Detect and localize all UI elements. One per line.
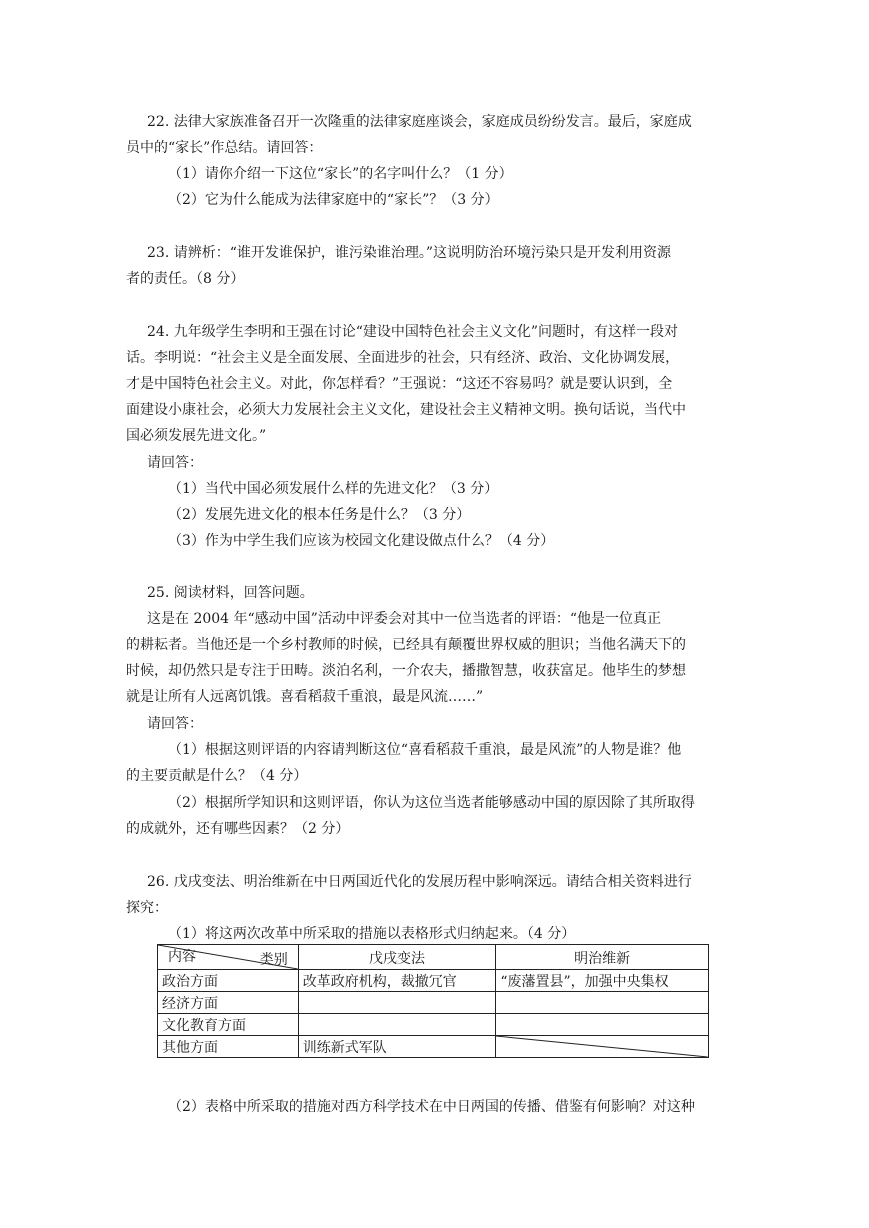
table-cell bbox=[298, 1014, 496, 1036]
q24-line-4: 面建设小康社会，必须大力发展社会主义文化，建设社会主义精神文明。换句话说，当代中 bbox=[126, 402, 686, 418]
header-category: 类别 bbox=[259, 952, 288, 968]
table-cell bbox=[496, 1014, 709, 1036]
table-row bbox=[158, 992, 709, 1014]
q25-prompt: 请回答： bbox=[147, 716, 203, 732]
q25-sub-1-cont: 的主要贡献是什么？（4 分） bbox=[126, 768, 308, 784]
diagonal-strike bbox=[496, 1036, 708, 1057]
header-meiji: 明治维新 bbox=[496, 945, 709, 970]
table-cell-struck bbox=[496, 1036, 709, 1058]
q24-prompt: 请回答： bbox=[147, 455, 203, 471]
table-cell: 改革政府机构，裁撤冗官 bbox=[298, 970, 496, 992]
q25-line-2: 这是在 2004 年“感动中国”活动中评委会对其中一位当选者的评语：“他是一位真正 bbox=[147, 611, 661, 627]
q24-sub-3: （3）作为中学生我们应该为校园文化建设做点什么？（4 分） bbox=[168, 533, 555, 549]
row-label: 文化教育方面 bbox=[158, 1014, 299, 1036]
q24-line-2: 话。李明说：“社会主义是全面发展、全面进步的社会，只有经济、政治、文化协调发展， bbox=[126, 350, 680, 366]
q23-line-2: 者的责任。（8 分） bbox=[126, 271, 245, 287]
q22-sub-2: （2）它为什么能成为法律家庭中的“家长”？（3 分） bbox=[168, 192, 499, 208]
header-content: 内容 bbox=[168, 949, 196, 965]
q26-sub-1: （1）将这两次改革中所采取的措施以表格形式归纳起来。（4 分） bbox=[168, 926, 576, 942]
table-cell: “废藩置县”，加强中央集权 bbox=[496, 970, 709, 992]
q25-line-1: 25. 阅读材料，回答问题。 bbox=[147, 585, 314, 601]
q25-line-4: 时候，却仍然只是专注于田畴。淡泊名利，一介农夫，播撒智慧，收获富足。他毕生的梦想 bbox=[126, 663, 686, 679]
table-cell bbox=[496, 992, 709, 1014]
table-row bbox=[158, 1014, 709, 1036]
table-header-row bbox=[158, 945, 709, 970]
table-cell bbox=[298, 992, 496, 1014]
row-label: 其他方面 bbox=[158, 1036, 299, 1058]
q24-line-5: 国必须发展先进文化。” bbox=[126, 428, 267, 444]
q24-line-1: 24. 九年级学生李明和王强在讨论“建设中国特色社会主义文化”问题时，有这样一段对 bbox=[147, 324, 679, 340]
table-row bbox=[158, 970, 709, 992]
q25-line-5: 就是让所有人远离饥饿。喜看稻菽千重浪，最是风流……” bbox=[126, 689, 484, 705]
q24-sub-2: （2）发展先进文化的根本任务是什么？（3 分） bbox=[168, 507, 471, 523]
row-label: 政治方面 bbox=[158, 970, 299, 992]
q26-sub-2: （2）表格中所采取的措施对西方科学技术在中日两国的传播、借鉴有何影响？对这种 bbox=[168, 1099, 695, 1115]
table-cell: 训练新式军队 bbox=[298, 1036, 496, 1058]
q25-sub-2: （2）根据所学知识和这则评语，你认为这位当选者能够感动中国的原因除了其所取得 bbox=[168, 795, 695, 811]
q22-sub-1: （1）请你介绍一下这位“家长”的名字叫什么？（1 分） bbox=[168, 166, 513, 182]
q25-line-3: 的耕耘者。当他还是一个乡村教师的时候，已经具有颠覆世界权威的胆识；当他名满天下的 bbox=[126, 637, 686, 653]
q25-sub-1: （1）根据这则评语的内容请判断这位“喜看稻菽千重浪，最是风流”的人物是谁？他 bbox=[168, 742, 682, 758]
q22-line-2: 员中的“家长”作总结。请回答： bbox=[126, 140, 323, 156]
header-wuxu: 戊戌变法 bbox=[298, 945, 496, 970]
row-label: 经济方面 bbox=[158, 992, 299, 1014]
q22-line-1: 22. 法律大家族准备召开一次隆重的法律家庭座谈会，家庭成员纷纷发言。最后，家庭成 bbox=[147, 114, 692, 130]
q25-sub-2-cont: 的成就外，还有哪些因素？（2 分） bbox=[126, 821, 350, 837]
q26-line-2: 探究： bbox=[126, 900, 168, 916]
table-row bbox=[158, 1036, 709, 1058]
q24-sub-1: （1）当代中国必须发展什么样的先进文化？（3 分） bbox=[168, 481, 499, 497]
q24-line-3: 才是中国特色社会主义。对此，你怎样看？”王强说：“这还不容易吗？就是要认识到，全 bbox=[126, 376, 673, 392]
q26-line-1: 26. 戊戌变法、明治维新在中日两国近代化的发展历程中影响深远。请结合相关资料进行 bbox=[147, 874, 692, 890]
q23-line-1: 23. 请辨析：“谁开发谁保护，谁污染谁治理。”这说明防治环境污染只是开发利用资源 bbox=[147, 245, 672, 261]
comparison-table bbox=[157, 944, 709, 1058]
table-corner-cell bbox=[158, 945, 299, 970]
